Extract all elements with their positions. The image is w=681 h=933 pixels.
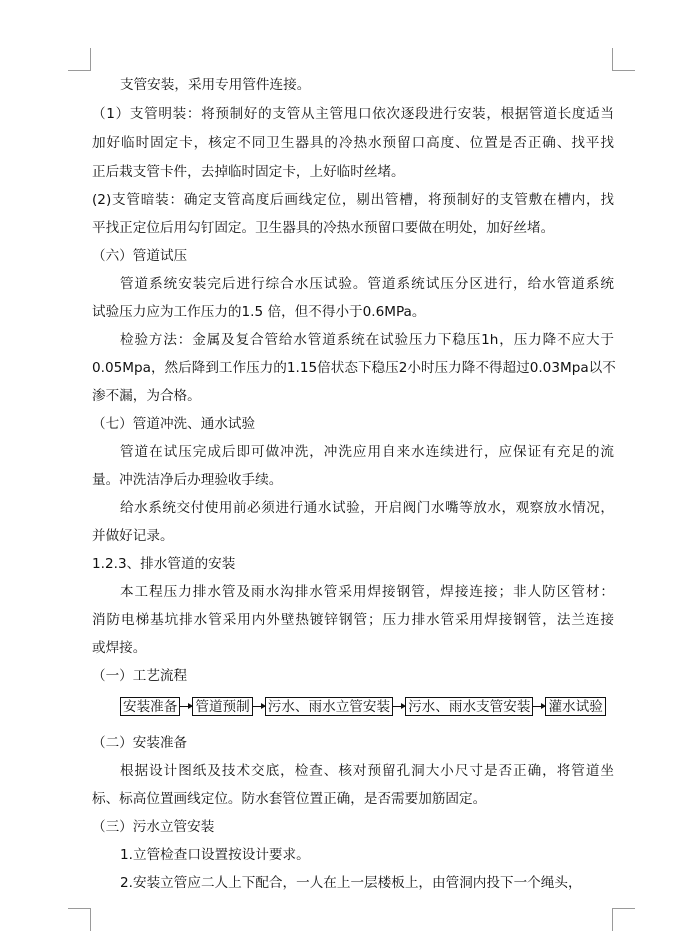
paragraph-line: 或焊接。 (92, 640, 147, 656)
flow-step: 安装准备 (120, 697, 180, 716)
paragraph-line: 加好临时固定卡，核定不同卫生器具的冷热水预留口高度、位置是否正确、找平找 (92, 135, 614, 151)
flow-step: 灌水试验 (545, 697, 605, 716)
paragraph-line: 管道在试压完成后即可做冲洗，冲洗应用自来水连续进行，应保证有充足的流 (120, 444, 614, 460)
paragraph-line: 渗不漏，为合格。 (92, 388, 201, 404)
paragraph-line: 平找正定位后用勾钉固定。卫生器具的冷热水预留口要做在明处，加好丝堵。 (92, 220, 555, 236)
flow-step: 管道预制 (192, 697, 252, 716)
crop-mark-top-left (68, 48, 91, 71)
paragraph-line: 1.立管检查口设置按设计要求。 (120, 847, 310, 863)
paragraph-line: 并做好记录。 (92, 528, 174, 544)
section-heading: （七）管道冲洗、通水试验 (92, 416, 256, 432)
crop-mark-bottom-left (68, 908, 91, 931)
paragraph-line: 2.安装立管应二人上下配合，一人在上一层楼板上，由管洞内投下一个绳头， (120, 875, 582, 891)
arrow-right-icon (180, 706, 192, 707)
paragraph-line: (2)支管暗装：确定支管高度后画线定位，剔出管槽，将预制好的支管敷在槽内，找 (92, 192, 614, 208)
paragraph-line: （1）支管明装：将预制好的支管从主管甩口依次逐段进行安装，根据管道长度适当 (92, 106, 614, 122)
paragraph-line: 支管安装，采用专用管件连接。 (120, 77, 311, 93)
arrow-right-icon (393, 706, 405, 707)
crop-mark-top-right (612, 48, 635, 71)
paragraph-line: 消防电梯基坑排水管采用内外壁热镀锌钢管；压力排水管采用焊接钢管，法兰连接 (92, 612, 614, 628)
paragraph-line: 量。冲洗洁净后办理验收手续。 (92, 472, 283, 488)
flow-step: 污水、雨水立管安装 (265, 697, 393, 716)
paragraph-line: 试验压力应为工作压力的1.5 倍，但不得小于0.6MPa。 (92, 304, 426, 320)
section-heading: （六）管道试压 (92, 248, 188, 264)
paragraph-line: 管道系统安装完后进行综合水压试验。管道系统试压分区进行，给水管道系统 (120, 276, 614, 292)
paragraph-line: 正后栽支管卡件，去掉临时固定卡，上好临时丝堵。 (92, 164, 405, 180)
paragraph-line: 根据设计图纸及技术交底，检查、核对预留孔洞大小尺寸是否正确，将管道坐 (120, 763, 614, 779)
arrow-right-icon (253, 706, 265, 707)
paragraph-line: 本工程压力排水管及雨水沟排水管采用焊接钢管，焊接连接；非人防区管材： (120, 584, 614, 600)
section-heading: （三）污水立管安装 (92, 819, 215, 835)
process-flow-diagram (120, 695, 616, 717)
paragraph-line: 检验方法：金属及复合管给水管道系统在试验压力下稳压1h，压力降不应大于 (120, 332, 614, 348)
crop-mark-bottom-right (612, 908, 635, 931)
arrow-right-icon (533, 706, 545, 707)
paragraph-line: 标、标高位置画线定位。防水套管位置正确，是否需要加筋固定。 (92, 791, 487, 807)
section-heading: （二）安装准备 (92, 735, 188, 751)
paragraph-line: 给水系统交付使用前必须进行通水试验，开启阀门水嘴等放水，观察放水情况， (120, 500, 614, 516)
section-heading: 1.2.3、排水管道的安装 (92, 556, 236, 572)
section-heading: （一）工艺流程 (92, 668, 188, 684)
flow-step: 污水、雨水支管安装 (405, 697, 533, 716)
paragraph-line: 0.05Mpa，然后降到工作压力的1.15倍状态下稳压2小时压力降不得超过0.03Mpa以不 (92, 360, 616, 376)
